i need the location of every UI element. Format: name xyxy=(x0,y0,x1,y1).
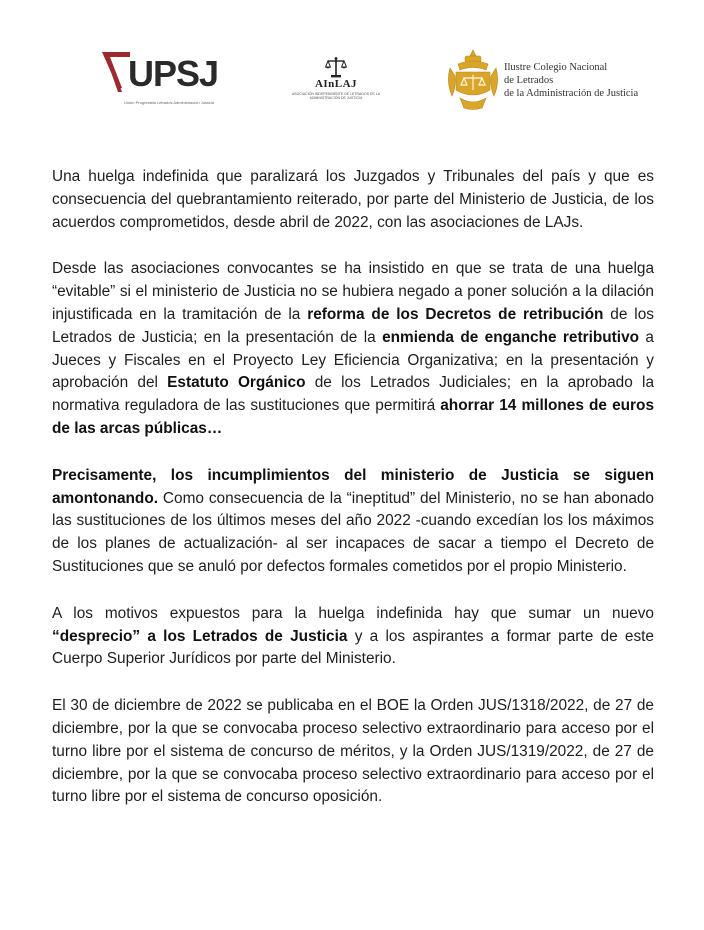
p2-bold-3: Estatuto Orgánico xyxy=(167,374,306,392)
p2-text-1: Desde las asociaciones convocantes se ha insistido en que se trata de una huelga “evitable” si el ministerio de Justicia no se hubiera negado a poner solución a la dilación injustificada en la tramitación de la xyxy=(52,260,654,323)
p2-bold-1: reforma de los Decretos de retribución xyxy=(307,305,604,323)
ainlaj-logo xyxy=(280,56,392,106)
colegio-line-3: de la Administración de Justicia xyxy=(504,88,639,99)
p2-text-3: a Jueces y Fiscales en el Proyecto Ley Eficiencia Organizativa; en la presentación y aprobación del xyxy=(52,328,654,392)
upsj-name: UPSJ xyxy=(128,53,219,94)
document-body xyxy=(52,166,654,833)
p4-bold-1: “desprecio” a los Letrados de Justicia xyxy=(52,627,348,645)
p2-bold-4: ahorrar 14 millones de euros de las arcas públicas… xyxy=(52,397,655,437)
colegio-name xyxy=(504,61,638,100)
paragraph-4 xyxy=(52,603,654,671)
p4-text-2: y a los aspirantes a formar parte de este Cuerpo Superior Jurídicos por parte del Ministerio. xyxy=(52,627,654,668)
scales-of-justice-icon xyxy=(324,56,348,78)
p3-bold-1: Precisamente, los incumplimientos del ministerio de Justicia se siguen amontonando. xyxy=(52,466,654,507)
upsj-logo xyxy=(100,48,219,110)
upsj-subtitle: Unión Progresista Letrados Administración Justicia xyxy=(124,100,215,105)
paragraph-5 xyxy=(52,695,654,809)
paragraph-1 xyxy=(52,166,654,234)
p4-text-1: A los motivos expuestos para la huelga indefinida hay que sumar un nuevo xyxy=(52,604,654,622)
colegio-logo xyxy=(446,48,656,118)
p3-text-1: Como consecuencia de la “ineptitud” del Ministerio, no se han abonado las sustituciones de los últimos meses del año 2022 -cuando excedían los los máximos de los planes de actualización- al ser incapaces de sacar a tiempo el Decreto de Sustituciones que se anuló por defectos formales cometidos por el propio Ministerio. xyxy=(52,489,654,575)
ainlaj-subtitle-2: ADMINISTRACIÓN DE JUSTICIA xyxy=(309,96,363,100)
paragraph-2 xyxy=(52,258,654,440)
paragraph-5-text: El 30 de diciembre de 2022 se publicaba en el BOE la Orden JUS/1318/2022, de 27 de diciembre, por la que se convocaba proceso selectivo extraordinario para acceso por el turno libre por el sistema de concurso de méritos, y la Orden JUS/1319/2022, de 27 de diciembre, por la que se convocaba proceso selectivo extraordinario para acceso por el turno libre por el sistema de concurso oposición. xyxy=(52,697,654,806)
colegio-line-2: de Letrados xyxy=(504,75,554,86)
colegio-line-1: Ilustre Colegio Nacional xyxy=(504,62,608,73)
p2-bold-2: enmienda de enganche retributivo xyxy=(382,328,640,346)
paragraph-3 xyxy=(52,465,654,579)
p2-text-2: de los Letrados de Justicia; en la presentación de la xyxy=(52,305,654,346)
ainlaj-subtitle-1: ASOCIACIÓN INDEPENDIENTE DE LETRADOS DE LA xyxy=(291,92,381,96)
paragraph-1-text: Una huelga indefinida que paralizará los Juzgados y Tribunales del país y que es consecuencia del quebrantamiento reiterado, por parte del Ministerio de Justicia, de los acuerdos comprometidos, desde abril de 2022, con las asociaciones de LAJs. xyxy=(52,168,654,231)
ainlaj-name: AInLAJ xyxy=(314,78,358,90)
p2-text-4: de los Letrados Judiciales; en la aprobado la normativa reguladora de las sustituciones que permitirá xyxy=(52,374,655,415)
gold-crest-icon xyxy=(446,48,500,112)
